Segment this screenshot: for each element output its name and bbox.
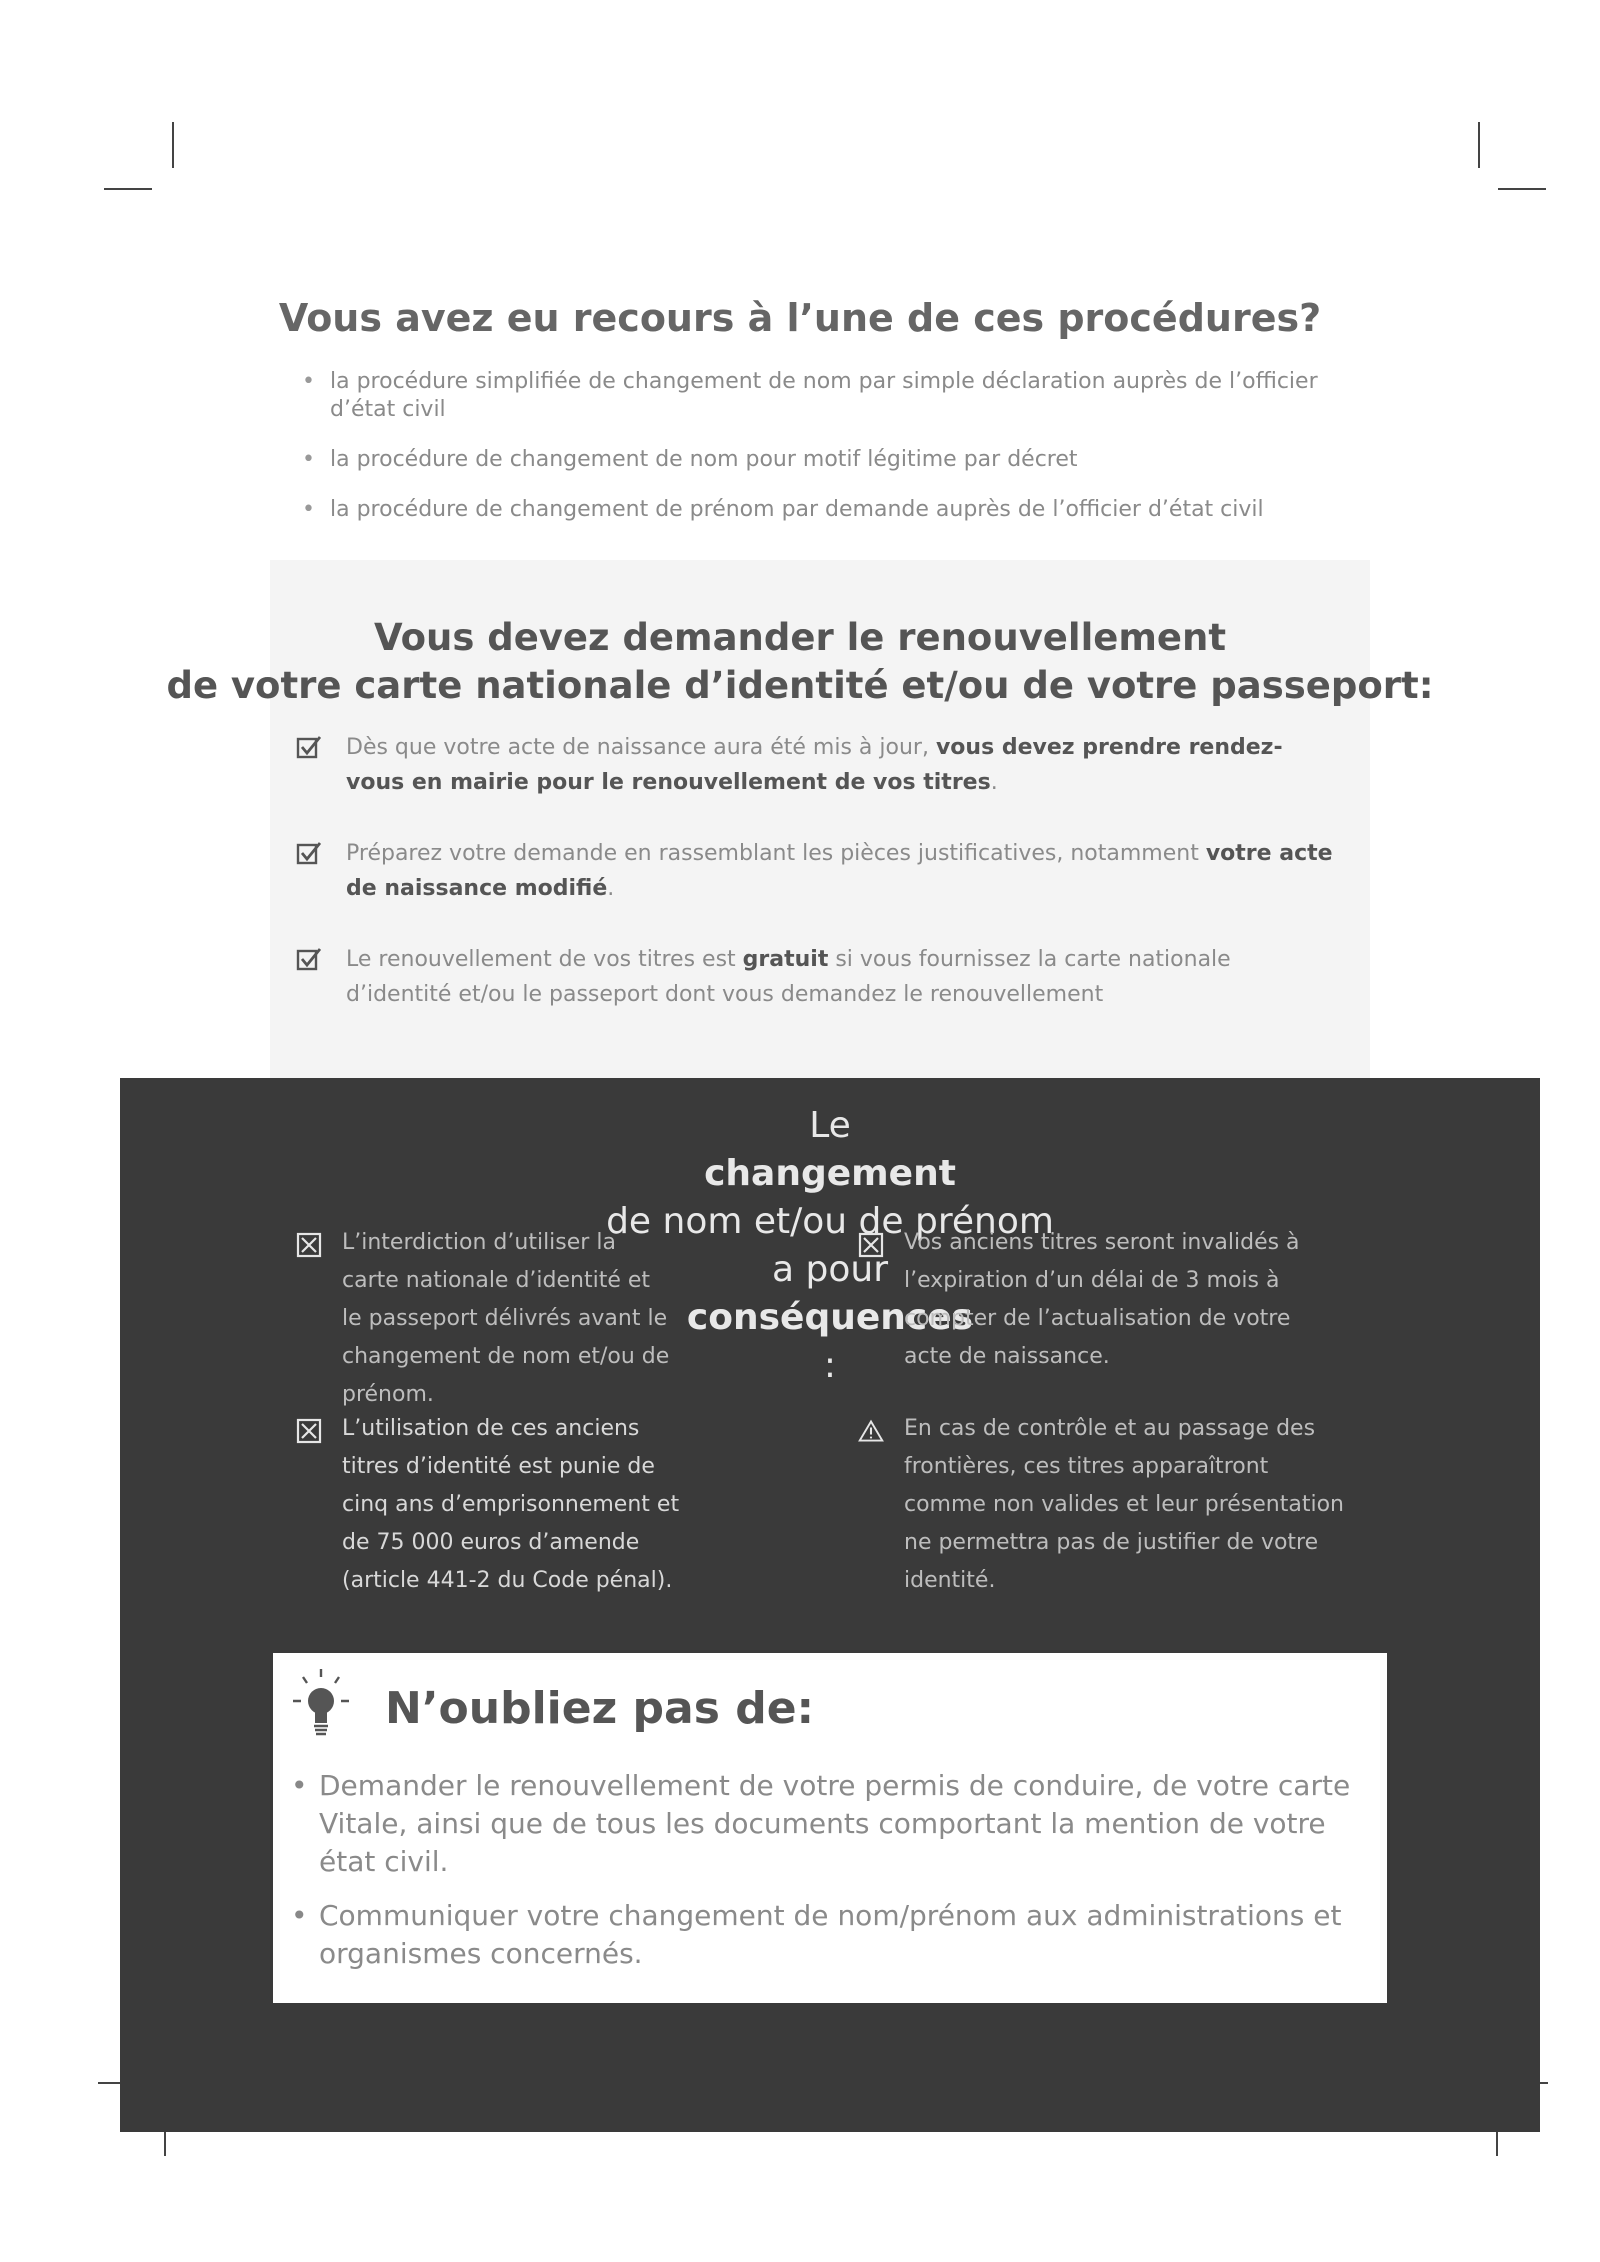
checkbox-checked-icon [296,840,322,866]
crop-mark [172,122,174,168]
list-item: • la procédure simplifiée de changement de nom par simple déclaration auprès de l’officier d’état civil [300,368,1320,424]
list-item: • Communiquer votre changement de nom/prénom aux administrations et organismes concernés. [289,1897,1359,1973]
check-item: Dès que votre acte de naissance aura été mis à jour, vous devez prendre rendez-vous en mairie pour le renouvellement de vos titres. [296,730,1336,800]
reminder-box [273,1653,1387,2003]
consequence-item: Vos anciens titres seront invalidés à l’expiration d’un délai de 3 mois à compter de l’actualisation de votre acte de naissance. [858,1224,1344,1376]
checkbox-checked-icon [296,734,322,760]
x-box-icon [296,1418,322,1444]
checks-list [296,730,1336,1048]
crop-mark [104,188,152,190]
check-item: Le renouvellement de vos titres est gratuit si vous fournissez la carte nationale d’identité et/ou le passeport dont vous demandez le renouvellement [296,942,1336,1012]
list-item: • la procédure de changement de nom pour motif légitime par décret [300,446,1320,474]
consequences-panel [120,1078,1540,2132]
checkbox-checked-icon [296,946,322,972]
x-box-icon [296,1232,322,1258]
procedures-list [300,368,1320,546]
section2-title-line1: Vous devez demander le renouvellement [373,616,1227,659]
section1-title: Vous avez eu recours à l’une de ces procédures? [278,296,1322,340]
list-item: • Demander le renouvellement de votre permis de conduire, de votre carte Vitale, ainsi que de tous les documents comportant la mention de votre état civil. [289,1767,1359,1881]
list-item: • la procédure de changement de prénom par demande auprès de l’officier d’état civil [300,496,1320,524]
crop-mark [1478,122,1480,168]
consequence-item: En cas de contrôle et au passage des frontières, ces titres apparaîtront comme non valides et leur présentation ne permettra pas de justifier de votre identité. [858,1410,1344,1600]
check-item: Préparez votre demande en rassemblant les pièces justificatives, notamment votre acte de naissance modifié. [296,836,1336,906]
section2-title [0,614,1600,710]
warning-icon [858,1418,884,1444]
consequences-title: Le changement de nom et/ou de prénom a pour conséquences : [606,1105,1054,1386]
reminder-title: N’oubliez pas de: [385,1683,815,1734]
consequence-item: L’interdiction d’utiliser la carte nationale d’identité et le passeport délivrés avant le changement de nom et/ou de prénom. [296,1224,674,1414]
reminder-list [289,1767,1359,1989]
section2-title-line2: de votre carte nationale d’identité et/ou de votre passeport: [166,664,1434,707]
lightbulb-icon [291,1667,351,1743]
x-box-icon [858,1232,884,1258]
consequence-item: L’utilisation de ces anciens titres d’identité est punie de cinq ans d’emprisonnement et de 75 000 euros d’amende (article 441-2 du Code pénal). [296,1410,682,1600]
crop-mark [1498,188,1546,190]
